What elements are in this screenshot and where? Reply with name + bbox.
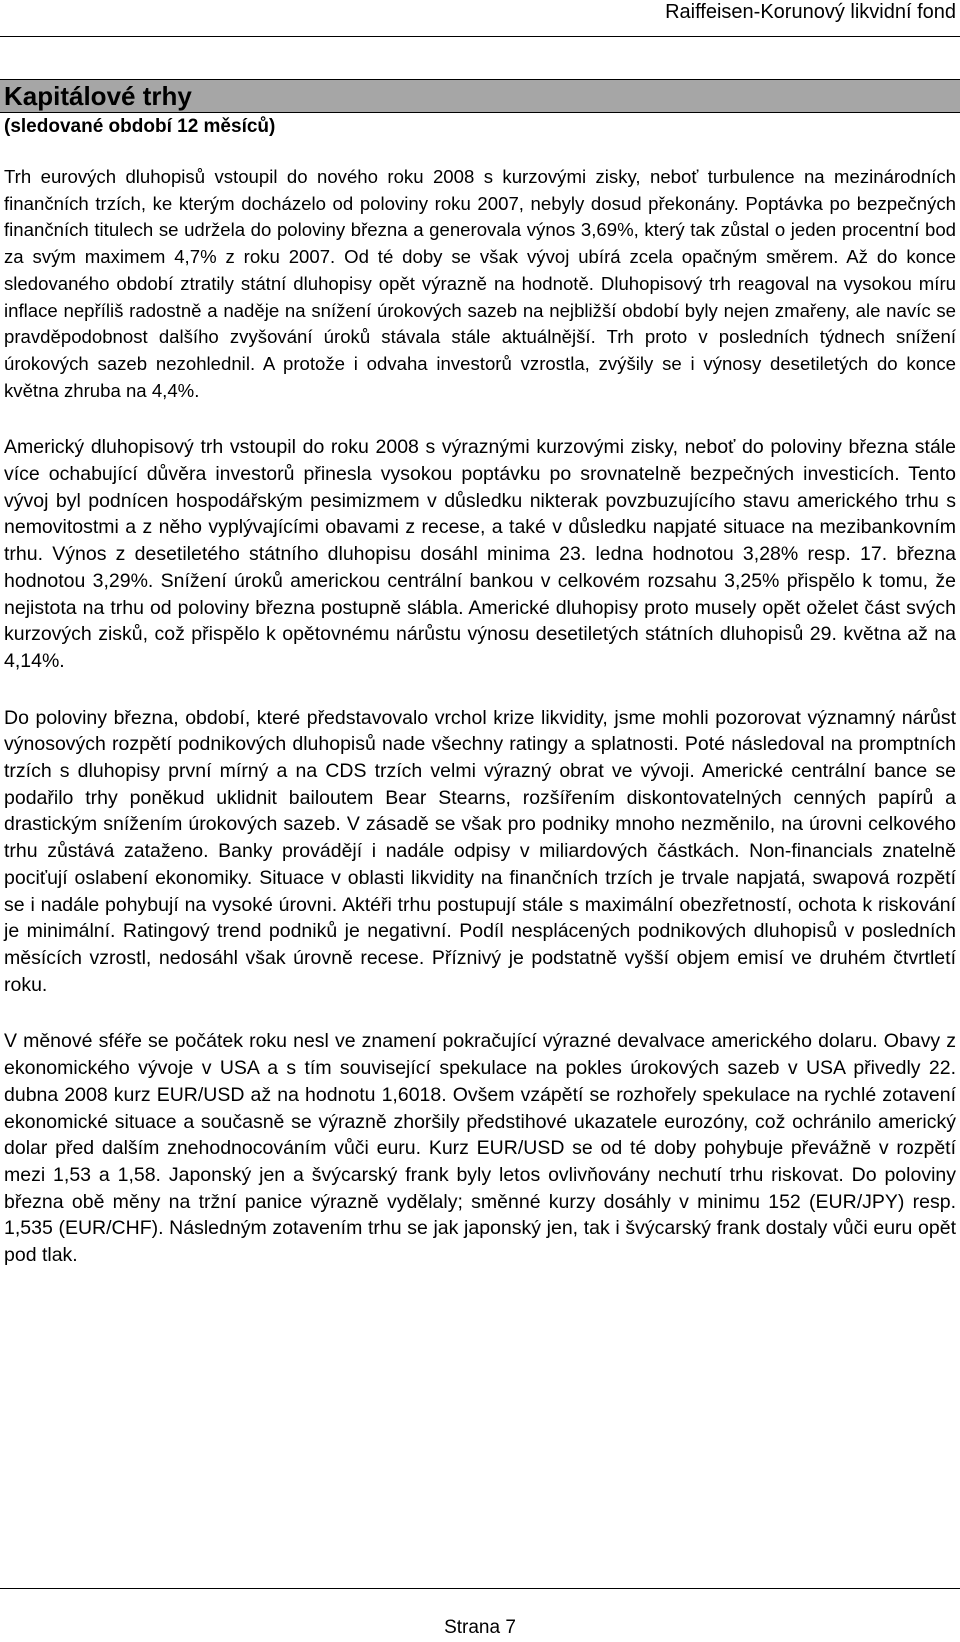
section-subtitle: (sledované období 12 měsíců)	[4, 116, 276, 137]
section-heading-bar	[0, 79, 960, 113]
paragraph-euro-bonds: Trh eurových dluhopisů vstoupil do nového roku 2008 s kurzovými zisky, neboť turbulence na mezinárodních finančních trzích, ke kterým docházelo od poloviny roku 2007, nebyly dosud překonány. Poptávka po bezpečných finančních titulech se udržela do poloviny března a generovala výnos 3,69%, který tak zůstal o jeden procentní bod za svým maximem 4,7% z roku 2007. Od té doby se však vývoj ubírá zcela opačným směrem. Až do konce sledovaného období ztratily státní dluhopisy opět výrazně na hodnotě. Dluhopisový trh reagoval na vysokou míru inflace nepříliš radostně a naděje na snížení úrokových sazeb na nejbližší období byly nejen zmařeny, ale navíc se pravděpodobnost dalšího zvyšování úroků stávala stále aktuálnější. Trh proto v posledních týdnech snížení úrokových sazeb nezohlednil. A protože i odvaha investorů vzrostla, zvýšily se i výnosy desetiletých do konce května zhruba na 4,4%.	[4, 166, 956, 401]
section-title: Kapitálové trhy	[4, 81, 192, 111]
paragraph-us-bonds: Americký dluhopisový trh vstoupil do roku 2008 s výraznými kurzovými zisky, neboť do poloviny března stále více ochabující důvěra investorů přinesla vysokou poptávku po srovnatelně bezpečných investicích. Tento vývoj byl podnícen hospodářským pesimizmem v důsledku nikterak povzbuzujícího stavu amerického trhu s nemovitostmi a z něho vyplývajícími obavami z recese, a také v důsledku napjaté situace na mezibankovním trhu. Výnos z desetiletého státního dluhopisu dosáhl minima 23. ledna hodnotou 3,28% resp. 17. března hodnotou 3,29%. Snížení úroků americkou centrální bankou v celkovém rozsahu 3,25% přispělo k tomu, že nejistota na trhu od poloviny března postupně slábla. Americké dluhopisy proto musely opět oželet část svých kurzových zisků, což přispělo k opětovnému nárůstu výnosu desetiletých státních dluhopisů 29. května až na 4,14%.	[4, 436, 956, 672]
header-divider	[0, 36, 960, 37]
fund-name: Raiffeisen-Korunový likvidní fond	[665, 1, 956, 23]
paragraph-corporate-bonds: Do poloviny března, období, které představovalo vrchol krize likvidity, jsme mohli pozorovat významný nárůst výnosových rozpětí podnikových dluhopisů nade všechny ratingy a splatnosti. Poté následoval na promptních trzích s dluhopisy první mírný a na CDS trzích velmi výrazný obrat ve vývoji. Americké centrální bance se podařilo trhy poněkud uklidnit bailoutem Bear Stearns, rozšířením diskontovatelných cenných papírů a drastickým snížením úrokových sazeb. V zásadě se však pro podniky mnoho nezměnilo, na úrovni celkového trhu zůstává zataženo. Banky provádějí i nadále odpisy v miliardových částkách. Non-financials znatelně pociťují oslabení ekonomiky. Situace v oblasti likvidity na finančních trzích je trvale napjatá, swapová rozpětí se i nadále pohybují na vysoké úrovni. Aktéři trhu postupují stále s maximální obezřetností, ochota k riskování je minimální. Ratingový trend podniků je negativní. Podíl nesplácených podnikových dluhopisů v posledních měsících vzrostl, nedosáhl však úrovně recese. Příznivý je podstatně vyšší objem emisí ve druhém čtvrtletí roku.	[4, 706, 956, 996]
paragraph-currencies: V měnové sféře se počátek roku nesl ve znamení pokračující výrazné devalvace amerického dolaru. Obavy z ekonomického vývoje v USA a s tím související spekulace na pokles úrokových sazeb v USA přivedly 22. dubna 2008 kurz EUR/USD až na hodnotu 1,6018. Ovšem vzápětí se rozhořely spekulace na rychlé zotavení ekonomické situace a současně se výrazně zhoršily předstihové ukazatele eurozóny, což ochránilo americký dolar před dalším znehodnocováním vůči euru. Kurz EUR/USD se od té doby pohybuje převážně v rozpětí mezi 1,53 a 1,58. Japonský jen a švýcarský frank byly letos ovlivňovány nechutí trhu riskovat. Do poloviny března obě měny na tržní panice výrazně vydělaly; směnné kurzy dosáhly v minimu 152 (EUR/JPY) resp. 1,535 (EUR/CHF). Následným zotavením trhu se jak japonský jen, tak i švýcarský frank dostaly vůči euru opět pod tlak.	[4, 1030, 956, 1267]
footer-divider	[0, 1588, 960, 1589]
running-header	[0, 0, 960, 24]
body-text	[4, 164, 956, 1299]
page-number: Strana 7	[444, 1617, 516, 1638]
